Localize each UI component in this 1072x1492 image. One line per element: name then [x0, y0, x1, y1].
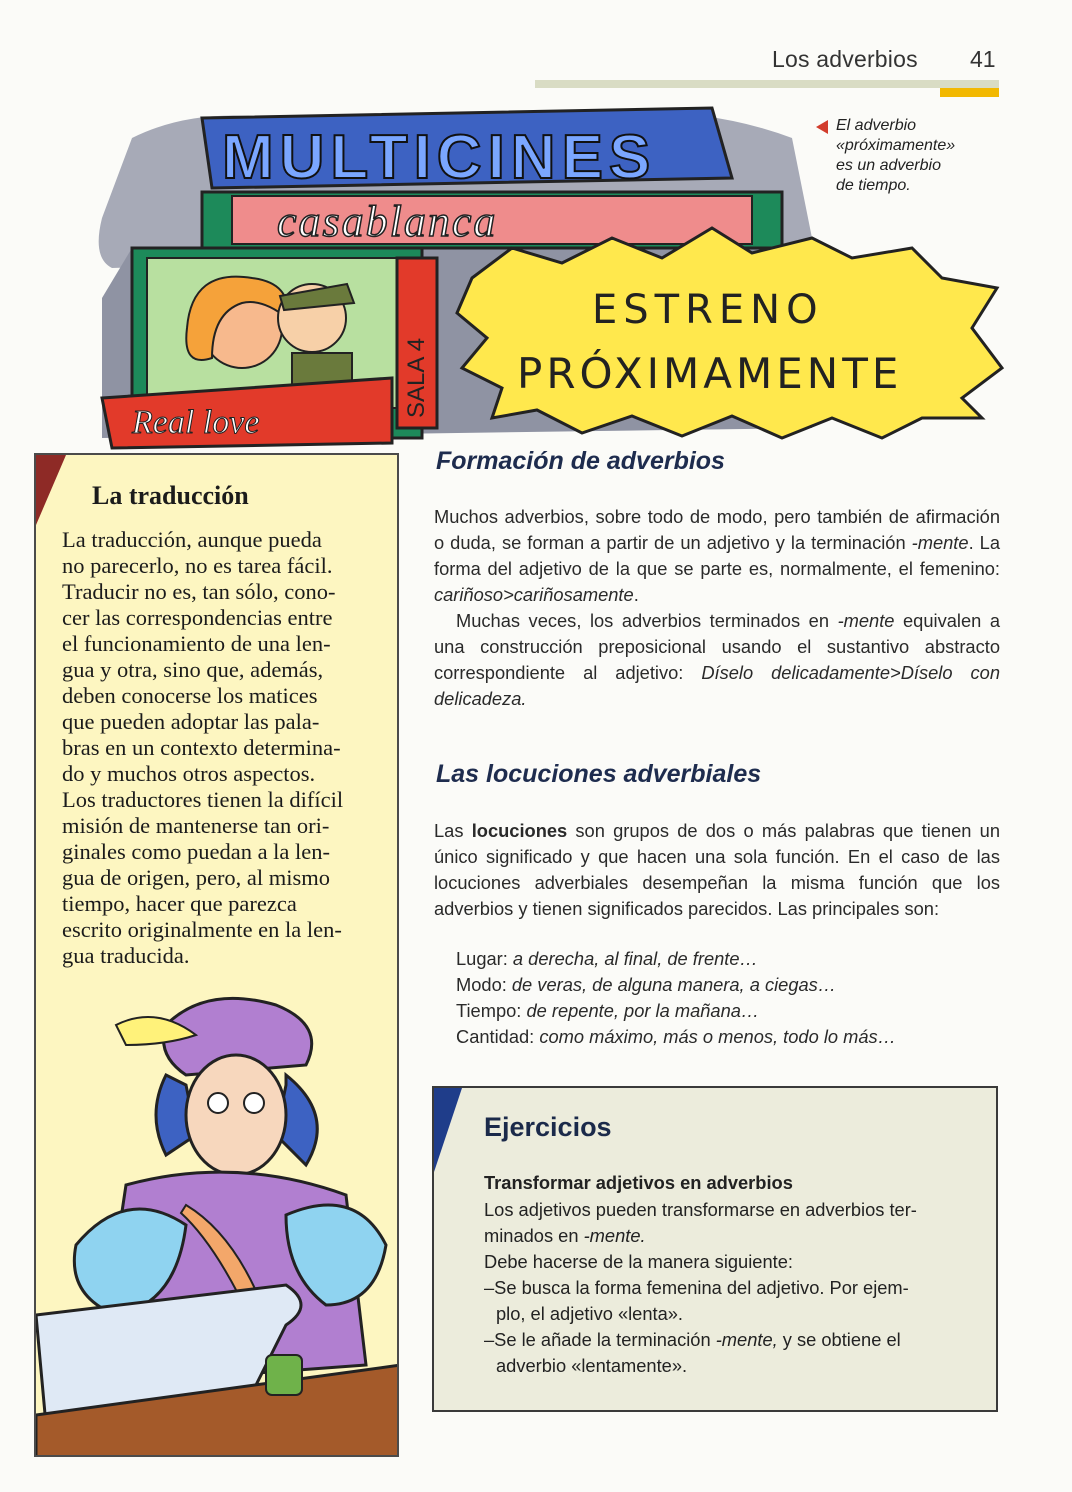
exercise-title: Ejercicios	[484, 1112, 612, 1142]
sidebar-line: cer las correspondencias entre	[62, 605, 333, 630]
list-item	[456, 972, 1016, 998]
text-run: son grupos de dos o más palabras que tienen un único significado y que hacen una sola función. En el caso de las locuciones adverbiales desempeñan la misma función que los adverbios y tienen significados parecidos. Las principales son:	[434, 820, 1000, 919]
list-item	[456, 998, 1016, 1024]
exercise-corner-accent	[434, 1088, 462, 1172]
sidebar-corner-accent	[36, 455, 66, 525]
sidebar-box	[34, 453, 399, 1457]
item-label: Lugar:	[456, 948, 513, 969]
example-term: Díselo delicadamente>Díselo con delicadeza.	[434, 662, 1000, 709]
paragraph	[434, 504, 1000, 608]
sidebar-line: La traducción, aunque pueda	[62, 527, 322, 552]
poster-text: Real love	[132, 404, 260, 441]
text-run: .	[633, 584, 639, 605]
list-item	[456, 946, 1016, 972]
exercise-line	[484, 1327, 984, 1353]
sidebar-line: do y muchos otros aspectos.	[62, 761, 316, 786]
text-run: equivalen a una construcción preposicional usando el sustantivo abstracto correspondiente al adjetivo:	[434, 610, 1001, 683]
suffix-term: -mente	[911, 532, 969, 553]
list-item	[456, 1024, 1016, 1050]
sidebar-line: escrito originalmente en la len-	[62, 917, 342, 942]
sidebar-line: deben conocerse los matices	[62, 683, 318, 708]
exercise-line: Debe hacerse de la manera siguiente:	[484, 1251, 793, 1272]
sidebar-line: bras en un contexto determina-	[62, 735, 341, 760]
item-examples: a derecha, al final, de frente…	[512, 948, 758, 969]
exercise-line: adverbio «lentamente».	[496, 1355, 688, 1376]
scribe-eye-left	[208, 1093, 228, 1113]
text-run: minados en	[484, 1225, 584, 1246]
suffix-term: -mente.	[583, 1225, 646, 1246]
exercise-box	[432, 1086, 998, 1412]
section-title: Los adverbios	[772, 46, 918, 72]
item-examples: de veras, de alguna manera, a ciegas…	[511, 974, 837, 995]
paragraph	[434, 818, 1000, 922]
scribe-face	[186, 1055, 286, 1175]
caption-line: El adverbio	[836, 117, 917, 134]
exercise-line: –Se busca la forma femenina del adjetivo. Por ejem-	[484, 1277, 909, 1298]
text-run: Muchos adverbios, sobre todo de modo, pero también de afirmación o duda, se forman a partir de un adjetivo y la terminación	[434, 506, 1000, 553]
room-label: SALA 4	[403, 337, 430, 418]
item-examples: de repente, por la mañana…	[526, 1000, 760, 1021]
exercise-text	[484, 1197, 984, 1379]
item-label: Cantidad:	[456, 1026, 540, 1047]
caption-line: de tiempo.	[836, 177, 911, 194]
caption-line: es un adverbio	[836, 157, 941, 174]
bubble-line-1: ESTRENO	[592, 287, 824, 333]
ink-bottle-icon	[266, 1355, 302, 1395]
suffix-term: -mente,	[715, 1329, 778, 1350]
text-run: Las	[434, 820, 472, 841]
sidebar-line: no parecerlo, no es tarea fácil.	[62, 553, 333, 578]
item-examples: como máximo, más o menos, todo lo más…	[539, 1026, 896, 1047]
text-run: y se obtiene el	[777, 1329, 901, 1350]
key-term: locuciones	[471, 820, 568, 841]
exercise-subtitle: Transformar adjetivos en adverbios	[484, 1172, 793, 1193]
item-label: Modo:	[456, 974, 512, 995]
sidebar-line: gua y otra, sino que, además,	[62, 657, 324, 682]
section-heading-locuciones: Las locuciones adverbiales	[436, 760, 762, 788]
sidebar-line: que pueden adoptar las pala-	[62, 709, 320, 734]
caption-line: «próximamente»	[836, 137, 956, 154]
sidebar-title: La traducción	[92, 481, 249, 510]
scribe-eye-right	[244, 1093, 264, 1113]
text-run: . La forma del adjetivo de la que se parte es, normalmente, el femenino:	[434, 532, 1000, 579]
item-label: Tiempo:	[456, 1000, 527, 1021]
bubble-line-2: PRÓXIMAMENTE	[517, 349, 903, 398]
section-heading-formacion: Formación de adverbios	[436, 447, 725, 475]
sidebar-line: gua traducida.	[62, 943, 190, 968]
exercise-line	[484, 1223, 984, 1249]
sidebar-line: gua de origen, pero, al mismo	[62, 865, 331, 890]
header-rule	[535, 80, 999, 88]
paragraph	[434, 608, 1000, 712]
sidebar-line: Los traductores tienen la difícil	[62, 787, 344, 812]
sidebar-line: ginales como puedan a la len-	[62, 839, 331, 864]
scribe-illustration	[36, 985, 399, 1457]
sidebar-text	[62, 527, 392, 969]
text-run: –Se le añade la terminación	[484, 1329, 716, 1350]
sidebar-line: misión de mantenerse tan ori-	[62, 813, 330, 838]
sidebar-line: tiempo, hacer que parezca	[62, 891, 297, 916]
sign-top-text: MULTICINES	[222, 123, 657, 192]
example-term: cariñoso>cariñosamente	[434, 584, 634, 605]
sidebar-line: Traducir no es, tan sólo, cono-	[62, 579, 336, 604]
page-number: 41	[970, 46, 996, 72]
sidebar-line: el funcionamiento de una len-	[62, 631, 331, 656]
sign-bottom-text: casablanca	[277, 197, 498, 246]
exercise-line: plo, el adjetivo «lenta».	[496, 1303, 684, 1324]
speech-bubble	[457, 228, 1002, 438]
suffix-term: -mente	[837, 610, 895, 631]
header-rule-accent	[940, 88, 999, 97]
running-header	[760, 44, 1000, 78]
cinema-illustration	[92, 98, 1012, 450]
exercise-line: Los adjetivos pueden transformarse en adverbios ter-	[484, 1199, 917, 1220]
locution-list	[456, 946, 1016, 1050]
text-run: Muchas veces, los adverbios terminados en	[456, 610, 838, 631]
